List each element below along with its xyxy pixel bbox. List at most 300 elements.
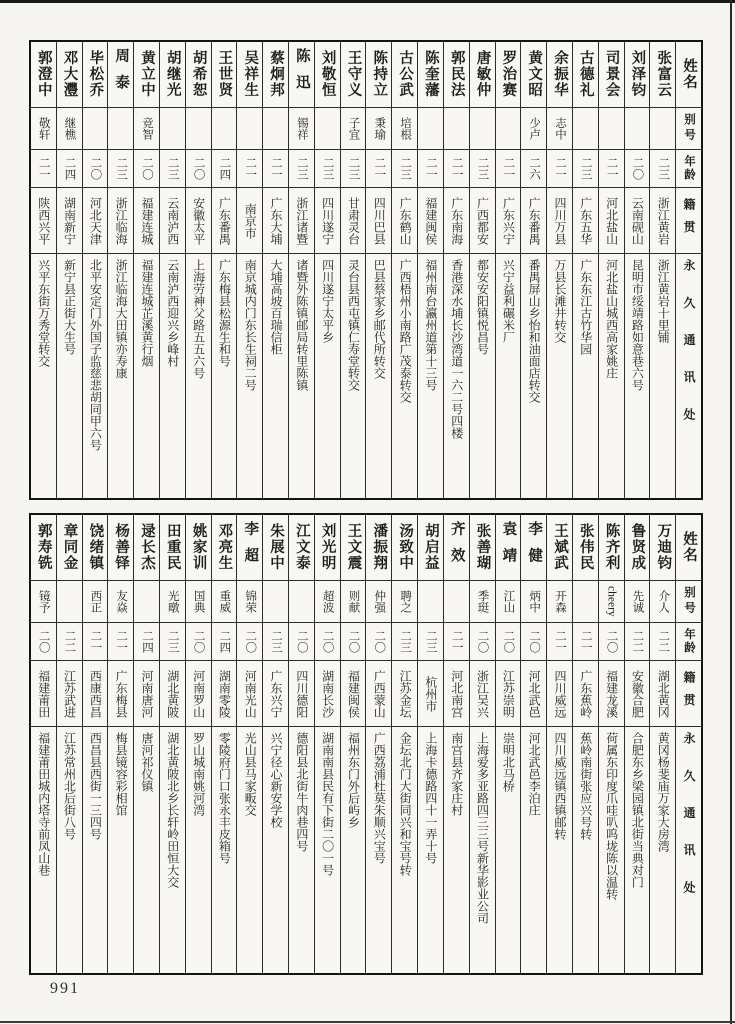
entry-age-cell: 二二: [650, 623, 675, 661]
entry-name-cell: 王世贤: [212, 42, 237, 108]
entry-alias-cell: 培根: [392, 108, 417, 150]
entry-address-cell: 湖南南县民有下街二〇一号: [320, 732, 335, 876]
entry-address-cell: 上海劳神父路五五六号: [191, 259, 206, 379]
entry-name-cell: 陈奎藩: [418, 42, 443, 108]
entry-age-cell: 二一: [547, 623, 572, 661]
entry-alias-cell: 竞智: [134, 108, 159, 150]
entry-name-cell: 郭寿铣: [31, 515, 56, 581]
entry-age-cell: 二三: [263, 623, 288, 661]
entry-origin-cell: 广东番禺: [212, 188, 237, 254]
entry-name-cell: 陈持立: [366, 42, 391, 108]
entry-alias-cell: 炳中: [521, 581, 546, 623]
directory-entry-column: [236, 42, 262, 498]
entry-origin-cell: 云南砚山: [625, 188, 650, 254]
entry-alias-cell: 秉瑜: [366, 108, 391, 150]
entry-name-cell: 江文泰: [289, 515, 314, 581]
directory-entry-column: [159, 515, 185, 973]
entry-origin-cell: 福建闽侯: [341, 661, 366, 727]
entry-address-cell: 番禺屏山乡怡和油面店转交: [527, 259, 542, 403]
entry-age-cell: 二三: [160, 150, 185, 188]
entry-alias-cell: 则献: [341, 581, 366, 623]
entry-alias-cell: [496, 108, 521, 150]
entry-name-cell: 蔡炯邦: [263, 42, 288, 108]
entry-address-cell: 广西荔浦杜莫朱顺兴宝号: [372, 732, 387, 864]
entry-origin-cell: 广东南海: [444, 188, 469, 254]
entry-address-cell: 福建连城芷溪黄行烟: [139, 259, 154, 367]
entry-age-cell: 二二: [625, 623, 650, 661]
entry-age-cell: 二一: [83, 623, 108, 661]
entry-origin-cell: 广东兴宁: [263, 661, 288, 727]
entry-origin-cell: 广东蕉岭: [573, 661, 598, 727]
entry-origin-cell: 江苏崇明: [496, 661, 521, 727]
entry-name-cell: 周泰: [108, 42, 133, 108]
directory-entry-column: [133, 515, 159, 973]
entry-name-cell: 郭澄中: [31, 42, 56, 108]
directory-entry-column: [340, 515, 366, 973]
entry-origin-cell: 河北武邑: [521, 661, 546, 727]
directory-entry-column: [365, 42, 391, 498]
entry-origin-cell: 河南罗山: [186, 661, 211, 727]
entry-age-cell: 二〇: [83, 150, 108, 188]
entry-name-cell: 胡希恕: [186, 42, 211, 108]
entry-alias-cell: [418, 108, 443, 150]
entry-address-cell: 大埔高坡百瑞信柜: [269, 259, 283, 355]
entry-address-cell: 昆明市绥靖路如意巷六号: [630, 259, 645, 391]
entry-origin-cell: 四川威远: [547, 661, 572, 727]
directory-entry-column: [185, 515, 211, 973]
entry-address-cell: 上海卡德路四十一弄十号: [423, 732, 438, 864]
entry-alias-cell: 志中: [547, 108, 572, 150]
entry-alias-cell: [573, 108, 598, 150]
entry-alias-cell: [573, 581, 598, 623]
scan-edge-right: [730, 0, 732, 1024]
entry-alias-cell: 敬轩: [31, 108, 56, 150]
entry-origin-cell: 湖北黄陂: [160, 661, 185, 727]
entry-origin-cell: 广东兴宁: [496, 188, 521, 254]
entry-age-cell: 二一: [444, 623, 469, 661]
directory-entry-column: [262, 515, 288, 973]
entry-age-cell: 二三: [470, 150, 495, 188]
entry-alias-cell: 季珽: [470, 581, 495, 623]
entry-address-cell: 北平安定门外国子监慈悲胡同甲六号: [88, 259, 103, 451]
directory-entry-column: [314, 42, 340, 498]
directory-entry-column: [469, 42, 495, 498]
directory-entry-column: [649, 515, 675, 973]
entry-age-cell: 二三: [650, 150, 675, 188]
entry-address-cell: 上海爱多亚路四三三号新华影业公司: [475, 732, 490, 924]
scan-edge-bottom: [0, 1021, 735, 1023]
entry-name-cell: 余振华: [547, 42, 572, 108]
entry-alias-cell: 锦荣: [237, 581, 262, 623]
entry-origin-cell: 浙江黄岩: [650, 188, 675, 254]
directory-entry-column: [31, 515, 56, 973]
entry-address-cell: 四川遂宁太平乡: [320, 259, 335, 343]
directory-entry-column: [624, 515, 650, 973]
entry-alias-cell: [134, 581, 159, 623]
header-alias-label: 别号: [676, 581, 701, 623]
entry-age-cell: 二〇: [186, 150, 211, 188]
entry-address-cell: 广西梧州小南路广茂泰转交: [398, 259, 413, 403]
entry-alias-cell: 先诚: [625, 581, 650, 623]
entry-address-cell: 南宫县齐家庄村: [449, 732, 464, 816]
header-address-label: 永久通讯处: [682, 259, 696, 445]
directory-table-bottom: [29, 513, 703, 975]
entry-alias-cell: cheery: [599, 581, 624, 623]
entry-age-cell: 二一: [418, 150, 443, 188]
entry-name-cell: 郭民法: [444, 42, 469, 108]
entry-age-cell: 二〇: [31, 623, 56, 661]
entry-name-cell: 黄立中: [134, 42, 159, 108]
directory-entry-column: [649, 42, 675, 498]
entry-origin-cell: 江苏武进: [57, 661, 82, 727]
entry-name-cell: 邓大灃: [57, 42, 82, 108]
entry-name-cell: 唐敏仲: [470, 42, 495, 108]
entry-alias-cell: 少卢: [521, 108, 546, 150]
entry-alias-cell: 锡祥: [289, 108, 314, 150]
directory-entry-column: [262, 42, 288, 498]
entry-origin-cell: 浙江诸暨: [289, 188, 314, 254]
directory-entry-column: [495, 42, 521, 498]
entry-origin-cell: 西康西昌: [83, 661, 108, 727]
entry-name-cell: 齐效: [444, 515, 469, 581]
entry-alias-cell: 国典: [186, 581, 211, 623]
directory-entry-column: [211, 42, 237, 498]
entry-alias-cell: [160, 108, 185, 150]
directory-entry-column: [546, 42, 572, 498]
header-address-label: 永久通讯处: [682, 732, 696, 918]
entry-alias-cell: [418, 581, 443, 623]
directory-entry-column: [598, 515, 624, 973]
entry-name-cell: 李健: [521, 515, 546, 581]
directory-entry-column: [288, 42, 314, 498]
entry-age-cell: 二〇: [237, 623, 262, 661]
entry-age-cell: 二一: [237, 150, 262, 188]
directory-entry-column: [365, 515, 391, 973]
entry-alias-cell: 继樵: [57, 108, 82, 150]
directory-entry-column: [314, 515, 340, 973]
entry-alias-cell: 介人: [650, 581, 675, 623]
entry-name-cell: 朱展中: [263, 515, 288, 581]
entry-age-cell: 二三: [289, 150, 314, 188]
directory-entry-column: [520, 42, 546, 498]
entry-origin-cell: 四川遂宁: [315, 188, 340, 254]
directory-entry-column: [443, 42, 469, 498]
entry-name-cell: 邓亮生: [212, 515, 237, 581]
entry-address-cell: 福州南台瀛州道第十三号: [423, 259, 438, 391]
entry-name-cell: 张富云: [650, 42, 675, 108]
directory-entry-column: [185, 42, 211, 498]
entry-age-cell: 二〇: [496, 623, 521, 661]
entry-address-cell: 金坛北门大街同兴和宝号转: [398, 732, 413, 876]
page-number: 991: [50, 980, 80, 997]
entry-address-cell: 德阳县北街牛肉巷四号: [294, 732, 309, 852]
entry-name-cell: 万迪钧: [650, 515, 675, 581]
table-header-column: [675, 515, 701, 973]
entry-age-cell: 二一: [263, 150, 288, 188]
entry-age-cell: 二三: [418, 623, 443, 661]
entry-address-cell: 西昌县西街一三四号: [88, 732, 103, 840]
entry-alias-cell: [263, 581, 288, 623]
entry-alias-cell: 江山: [496, 581, 521, 623]
entry-origin-cell: 广西都安: [470, 188, 495, 254]
entry-origin-cell: 云南泸西: [160, 188, 185, 254]
entry-address-cell: 四川威远镇西镇邮转: [552, 732, 567, 840]
directory-entry-column: [82, 42, 108, 498]
table-header-column: [675, 42, 701, 498]
entry-address-cell: 诸暨外陈镇邮局转里陈镇: [294, 259, 309, 391]
entry-name-cell: 胡启益: [418, 515, 443, 581]
header-alias-label: 别号: [676, 108, 701, 150]
entry-age-cell: 二一: [496, 150, 521, 188]
entry-address-cell: 兴宁径心新安学校: [269, 732, 283, 828]
entry-alias-cell: [212, 108, 237, 150]
entry-age-cell: 二一: [599, 150, 624, 188]
entry-address-cell: 香港深水埔长沙湾道一六二号四楼: [449, 259, 464, 439]
directory-entry-column: [624, 42, 650, 498]
directory-entry-column: [572, 515, 598, 973]
header-age-label: 年龄: [676, 150, 701, 188]
entry-origin-cell: 河北天津: [83, 188, 108, 254]
entry-name-cell: 王守义: [341, 42, 366, 108]
directory-entry-column: [159, 42, 185, 498]
entry-address-cell: 合肥东乡梁园镇北街当典对门: [630, 732, 645, 888]
entry-alias-cell: [625, 108, 650, 150]
entry-age-cell: 二一: [366, 150, 391, 188]
entry-age-cell: 二〇: [521, 623, 546, 661]
entry-address-cell: 兴宁益利碾米厂: [501, 259, 516, 343]
entry-age-cell: 二〇: [186, 623, 211, 661]
entry-name-cell: 吴祥生: [237, 42, 262, 108]
entry-alias-cell: 光暾: [160, 581, 185, 623]
entry-alias-cell: 镜予: [31, 581, 56, 623]
header-origin-label: 籍贯: [676, 661, 701, 727]
entry-age-cell: 二三: [573, 150, 598, 188]
entry-name-cell: 陈迅: [289, 42, 314, 108]
entry-age-cell: 二一: [547, 150, 572, 188]
entry-age-cell: 二二: [57, 623, 82, 661]
entry-alias-cell: [263, 108, 288, 150]
entry-age-cell: 二四: [212, 623, 237, 661]
entry-age-cell: 二〇: [599, 623, 624, 661]
entry-address-cell: 福州东门外后屿乡: [346, 732, 361, 828]
entry-origin-cell: 广东五华: [573, 188, 598, 254]
entry-age-cell: 二三: [341, 150, 366, 188]
entry-address-cell: 都安安阳镇悦昌号: [475, 259, 490, 355]
directory-entry-column: [236, 515, 262, 973]
entry-name-cell: 刘泽钧: [625, 42, 650, 108]
entry-address-cell: 河北武邑李泊庄: [527, 732, 542, 816]
entry-origin-cell: 福建连城: [134, 188, 159, 254]
entry-origin-cell: 广东梅县: [108, 661, 133, 727]
entry-name-cell: 袁靖: [496, 515, 521, 581]
entry-name-cell: 李超: [237, 515, 262, 581]
entry-alias-cell: [108, 108, 133, 150]
entry-age-cell: 二〇: [315, 623, 340, 661]
entry-age-cell: 二四: [134, 623, 159, 661]
entry-age-cell: 二六: [521, 150, 546, 188]
entry-alias-cell: 子宜: [341, 108, 366, 150]
entry-name-cell: 饶绪镇: [83, 515, 108, 581]
entry-alias-cell: [470, 108, 495, 150]
entry-origin-cell: 湖北黄冈: [650, 661, 675, 727]
directory-entry-column: [82, 515, 108, 973]
entry-address-cell: 新宁县正街大生号: [62, 259, 77, 355]
entry-name-cell: 潘振翔: [366, 515, 391, 581]
entry-age-cell: 二四: [212, 150, 237, 188]
entry-name-cell: 张善瑚: [470, 515, 495, 581]
directory-entry-column: [520, 515, 546, 973]
entry-age-cell: 二〇: [289, 623, 314, 661]
entry-address-cell: 罗山城南姚河湾: [191, 732, 206, 816]
entry-address-cell: 荷属东印度爪哇叭呜垅陈以温转: [604, 732, 619, 900]
entry-address-cell: 梅县镜容彩相馆: [114, 732, 129, 816]
entry-origin-cell: 杭州市: [418, 661, 443, 727]
entry-address-cell: 浙江临海大田镇亦寿康: [114, 259, 129, 379]
directory-entry-column: [546, 515, 572, 973]
entry-name-cell: 王文震: [341, 515, 366, 581]
directory-entry-column: [211, 515, 237, 973]
entry-origin-cell: 江苏金坛: [392, 661, 417, 727]
entry-alias-cell: [57, 581, 82, 623]
directory-entry-column: [391, 42, 417, 498]
entry-origin-cell: 河南唐河: [134, 661, 159, 727]
entry-alias-cell: [315, 108, 340, 150]
entry-address-cell: 云南泸西迎兴乡峰村: [165, 259, 180, 367]
directory-entry-column: [572, 42, 598, 498]
entry-alias-cell: [83, 108, 108, 150]
entry-origin-cell: 四川万县: [547, 188, 572, 254]
entry-name-cell: 姚家训: [186, 515, 211, 581]
entry-age-cell: 二三: [392, 150, 417, 188]
entry-alias-cell: [650, 108, 675, 150]
entry-name-cell: 古公武: [392, 42, 417, 108]
entry-origin-cell: 湖南零陵: [212, 661, 237, 727]
entry-name-cell: 黄文昭: [521, 42, 546, 108]
directory-entry-column: [288, 515, 314, 973]
header-name-label: 姓名: [676, 42, 701, 108]
entry-origin-cell: 甘肃灵台: [341, 188, 366, 254]
entry-age-cell: 二三: [315, 150, 340, 188]
entry-name-cell: 王斌武: [547, 515, 572, 581]
entry-origin-cell: 陕西兴平: [31, 188, 56, 254]
entry-name-cell: 章同金: [57, 515, 82, 581]
entry-address-cell: 蕉岭南街张应兴号转: [578, 732, 593, 840]
entry-name-cell: 张伟民: [573, 515, 598, 581]
directory-entry-column: [417, 515, 443, 973]
entry-address-cell: 福建莆田城内塔寺前凤山巷: [36, 732, 51, 876]
entry-name-cell: 田重民: [160, 515, 185, 581]
entry-age-cell: 二一: [444, 150, 469, 188]
directory-entry-column: [133, 42, 159, 498]
entry-origin-cell: 河北盐山: [599, 188, 624, 254]
entry-alias-cell: [289, 581, 314, 623]
entry-alias-cell: 重威: [212, 581, 237, 623]
entry-origin-cell: 湖南长沙: [315, 661, 340, 727]
entry-alias-cell: 仲强: [366, 581, 391, 623]
entry-alias-cell: 超波: [315, 581, 340, 623]
entry-origin-cell: 广东番禺: [521, 188, 546, 254]
entry-address-cell: 零陵府门口张永丰皮箱号: [217, 732, 232, 864]
directory-entry-column: [469, 515, 495, 973]
entry-age-cell: 二一: [108, 623, 133, 661]
entry-address-cell: 南京城内门东长生祠二号: [243, 259, 258, 391]
entry-origin-cell: 浙江吴兴: [470, 661, 495, 727]
entry-age-cell: 二三: [160, 623, 185, 661]
directory-entry-column: [495, 515, 521, 973]
entry-address-cell: 光山县马家畈交: [243, 732, 258, 816]
directory-entry-column: [31, 42, 56, 498]
header-age-label: 年龄: [676, 623, 701, 661]
entry-age-cell: 二四: [57, 150, 82, 188]
entry-address-cell: 灵台县西屯镇仁寿堂转交: [346, 259, 361, 391]
directory-entry-column: [107, 42, 133, 498]
entry-alias-cell: [186, 108, 211, 150]
entry-origin-cell: 福建莆田: [31, 661, 56, 727]
entry-alias-cell: [444, 581, 469, 623]
entry-origin-cell: 广西蒙山: [366, 661, 391, 727]
entry-name-cell: 杨善铎: [108, 515, 133, 581]
entry-address-cell: 广东东江古竹华园: [578, 259, 593, 355]
entry-name-cell: 陈齐利: [599, 515, 624, 581]
entry-address-cell: 江苏常州北后街八号: [62, 732, 77, 840]
entry-name-cell: 司景会: [599, 42, 624, 108]
entry-origin-cell: 广东大埔: [263, 188, 288, 254]
entry-age-cell: 二〇: [625, 150, 650, 188]
scan-edge-top: [0, 0, 735, 3]
entry-age-cell: 二三: [392, 623, 417, 661]
entry-address-cell: 黄冈杨斐庙万家大房湾: [656, 732, 671, 852]
entry-origin-cell: 浙江临海: [108, 188, 133, 254]
entry-name-cell: 汤致中: [392, 515, 417, 581]
entry-address-cell: 湖北黄陂北乡长轩岭田恒大交: [165, 732, 180, 888]
entry-address-cell: 河北盐山城西高家姚庄: [604, 259, 619, 379]
entry-age-cell: 二一: [573, 623, 598, 661]
entry-age-cell: 二〇: [366, 623, 391, 661]
directory-entry-column: [598, 42, 624, 498]
header-name-label: 姓名: [676, 515, 701, 581]
entry-origin-cell: 河南光山: [237, 661, 262, 727]
entry-age-cell: 二〇: [470, 623, 495, 661]
entry-origin-cell: 安徽太平: [186, 188, 211, 254]
entry-origin-cell: 南京市: [237, 188, 262, 254]
entry-address-cell: 浙江黄岩十里铺: [656, 259, 671, 343]
entry-alias-cell: 聘之: [392, 581, 417, 623]
entry-name-cell: 逯长杰: [134, 515, 159, 581]
entry-origin-cell: 四川巴县: [366, 188, 391, 254]
entry-address-cell: 广东梅县松源生和号: [217, 259, 232, 367]
entry-alias-cell: 西正: [83, 581, 108, 623]
entry-origin-cell: 湖南新宁: [57, 188, 82, 254]
entry-origin-cell: 广东鹤山: [392, 188, 417, 254]
entry-alias-cell: [237, 108, 262, 150]
entry-address-cell: 唐河祁仪镇: [139, 732, 154, 792]
header-origin-label: 籍贯: [676, 188, 701, 254]
directory-entry-column: [391, 515, 417, 973]
entry-origin-cell: 福建龙溪: [599, 661, 624, 727]
directory-entry-column: [443, 515, 469, 973]
directory-entry-column: [56, 515, 82, 973]
directory-entry-column: [417, 42, 443, 498]
entry-alias-cell: [599, 108, 624, 150]
entry-address-cell: 万县长滩井转交: [552, 259, 567, 343]
entry-alias-cell: 开森: [547, 581, 572, 623]
entry-age-cell: 二三: [108, 150, 133, 188]
entry-address-cell: 崇明北马桥: [501, 732, 516, 792]
entry-origin-cell: 河北南宫: [444, 661, 469, 727]
directory-entry-column: [56, 42, 82, 498]
directory-entry-column: [340, 42, 366, 498]
entry-name-cell: 古德礼: [573, 42, 598, 108]
